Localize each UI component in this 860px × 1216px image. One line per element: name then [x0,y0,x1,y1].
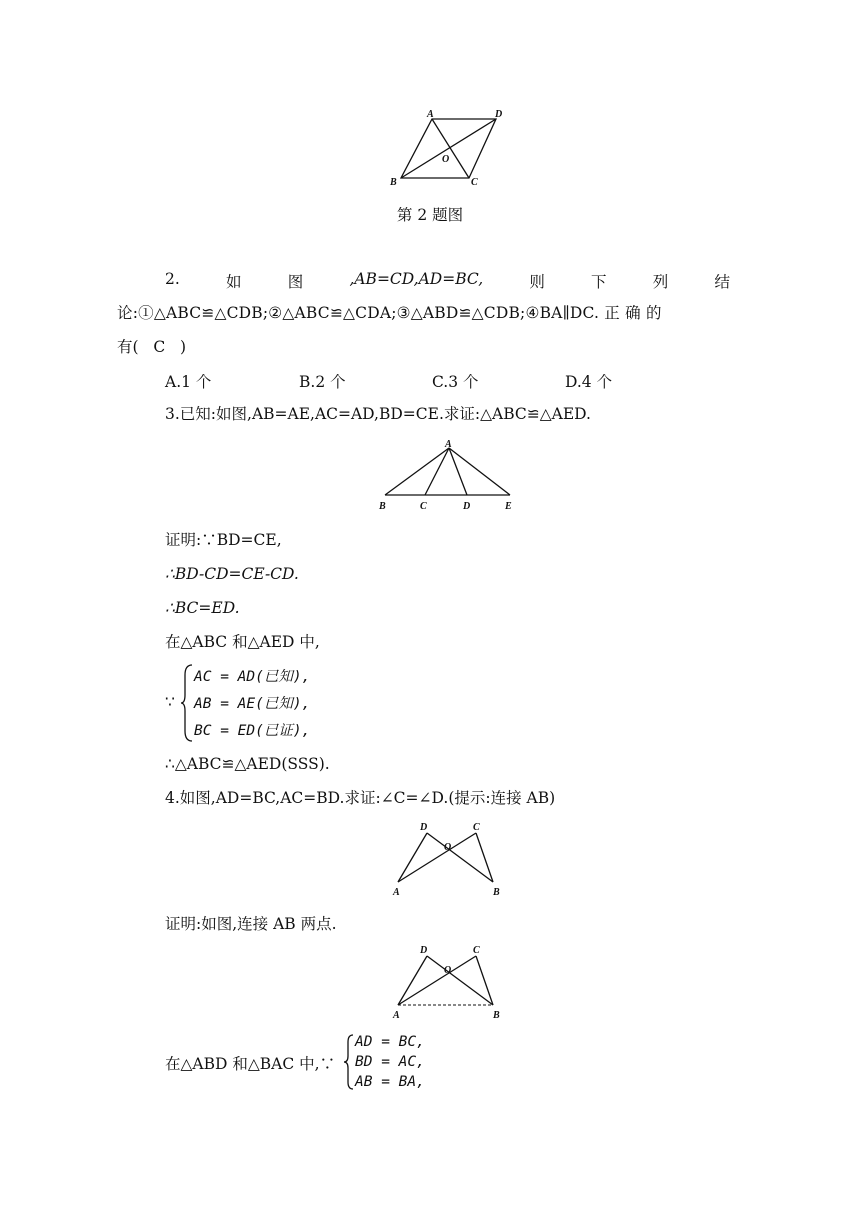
q2-line3-answer: 有( C ) [117,338,187,356]
q3-label-A: A [445,439,452,450]
q2-choice-c: C.3 个 [432,373,479,391]
q4-system-line-3: AB = BA, [355,1074,425,1090]
fig2-label-D: D [495,109,503,120]
q3-proof-line-3: ∴BC=ED. [165,599,240,617]
q4-label-O: O [444,842,452,853]
q2-word: ,AB=CD,AD=BC, [349,270,484,288]
q4-label-D: D [420,822,428,833]
q3-label-D: D [463,501,471,512]
q3-system-line-1: AC = AD(已知), [194,669,311,685]
q3-system-line-3: BC = ED(已证), [194,723,311,739]
figure-q2-parallelogram [385,105,505,190]
q2-word: 2. [165,270,180,288]
q3-system-line-2: AB = AE(已知), [194,696,311,712]
q3-label-C: C [420,501,427,512]
q3-label-B: B [379,501,386,512]
figure-q3-triangles [370,438,530,513]
fig2-label-C: C [471,177,478,188]
q3-conclusion: ∴△ABC≌△AED(SSS). [165,755,330,773]
q4-statement: 4.如图,AD=BC,AC=BD.求证:∠C=∠D.(提示:连接 AB) [165,789,556,807]
q4-system-line-1: AD = BC, [355,1034,425,1050]
q2-line2: 论:①△ABC≌△CDB;②△ABC≌△CDA;③△ABD≌△CDB;④BA∥DC. 正 确 的 [117,304,662,322]
q2-choice-d: D.4 个 [565,373,613,391]
figure-q4 [385,815,505,900]
q4b-label-O: O [444,965,452,976]
q4-system-line-2: BD = AC, [355,1054,425,1070]
fig2-label-O: O [442,154,450,165]
q3-label-E: E [505,501,512,512]
q4b-label-A: A [393,1010,400,1021]
q2-choice-b: B.2 个 [299,373,346,391]
q3-proof-line-1: 证明:∵BD=CE, [165,531,282,549]
q2-word: 列 [652,273,669,291]
q2-line1 [165,270,730,292]
q3-statement: 3.已知:如图,AB=AE,AC=AD,BD=CE.求证:△ABC≌△AED. [165,405,591,423]
q2-word: 则 [529,273,545,291]
q2-choice-a: A.1 个 [165,373,212,391]
q4-proof-start: 证明:如图,连接 AB 两点. [165,915,337,933]
q4b-label-C: C [473,945,480,956]
q2-word: 下 [591,273,607,291]
q4-system-brace [343,1033,355,1091]
q4b-label-D: D [420,945,428,956]
figure-q4-connected [385,938,505,1023]
q4-label-C: C [473,822,480,833]
fig2-label-A: A [427,109,434,120]
figure-q2-caption: 第 2 题图 [396,206,464,224]
q4b-label-B: B [493,1010,500,1021]
q3-because-symbol: ∵ [165,693,175,711]
fig2-label-B: B [390,177,397,188]
q2-word: 结 [714,273,730,291]
q2-word: 如 [226,273,242,291]
q3-proof-line-2: ∴BD-CD=CE-CD. [165,565,299,583]
q3-system-brace [180,663,194,743]
q4-label-A: A [393,887,400,898]
q3-proof-line-4: 在△ABC 和△AED 中, [165,633,320,651]
q2-word: 图 [287,273,304,291]
q4-in-triangles: 在△ABD 和△BAC 中,∵ [165,1055,336,1073]
q4-label-B: B [493,887,500,898]
